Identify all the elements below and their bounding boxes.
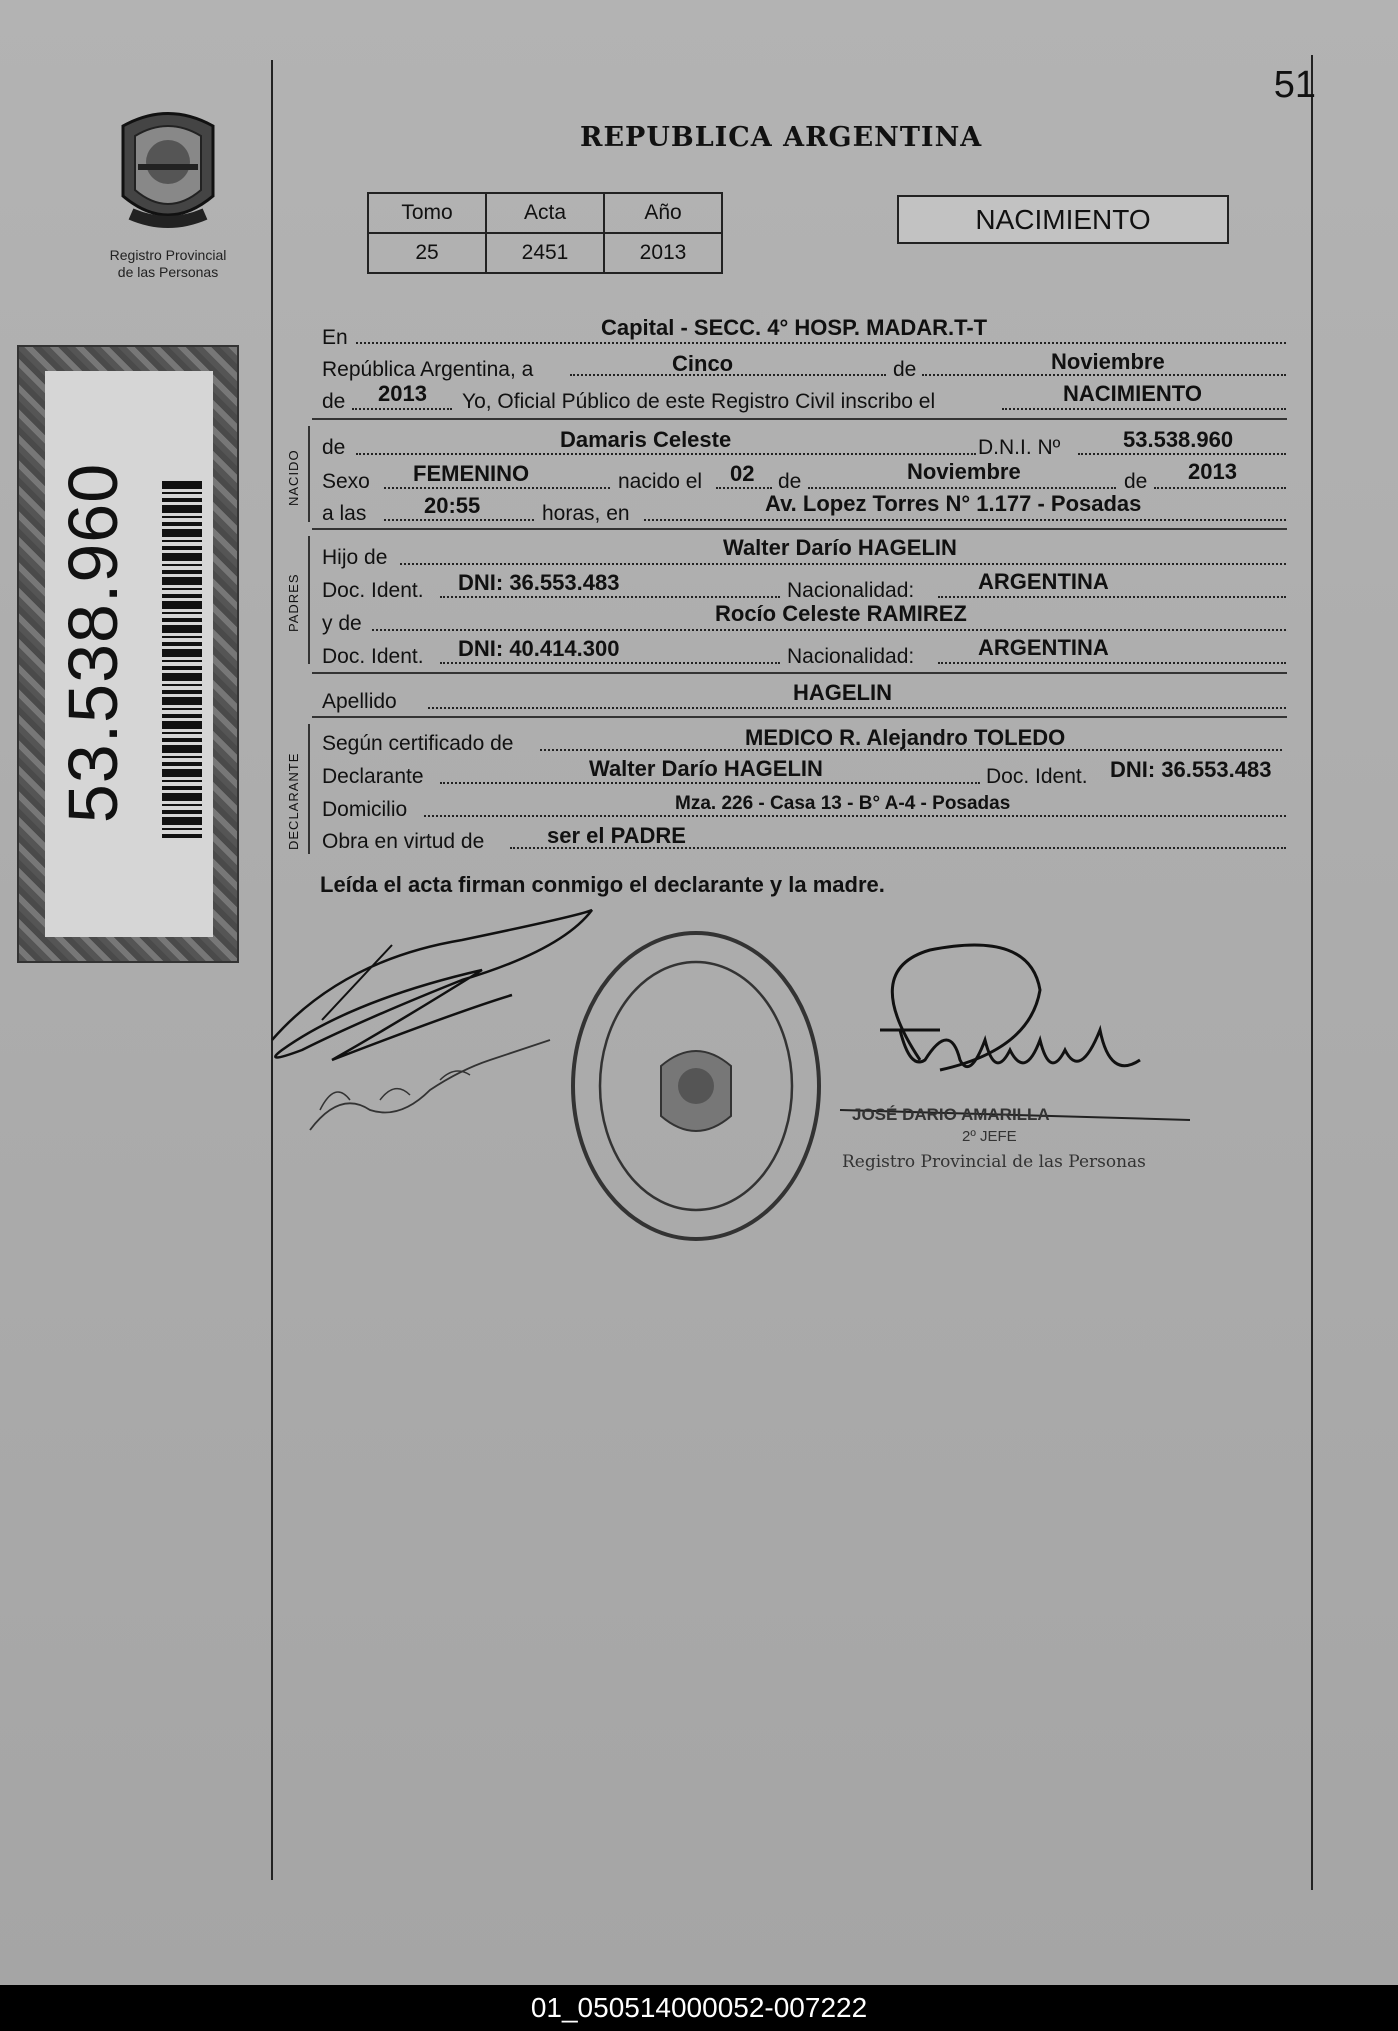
- value-apellido: HAGELIN: [793, 680, 892, 705]
- section-nacido-label: NACIDO: [286, 449, 301, 506]
- value-dia-registro: Cinco: [672, 351, 734, 376]
- label-sexo: Sexo: [322, 470, 370, 493]
- official-role: 2º JEFE: [962, 1128, 1017, 1145]
- misiones-shield-icon: [113, 106, 223, 238]
- label-declarante: Declarante: [322, 765, 424, 788]
- official-stamp: [566, 926, 826, 1246]
- label-doc-ident-padre: Doc. Ident.: [322, 579, 424, 602]
- label-nacionalidad-padre: Nacionalidad:: [787, 579, 915, 602]
- label-obra: Obra en virtud de: [322, 830, 485, 853]
- value-dni: 53.538.960: [1123, 427, 1234, 452]
- label-segun: Según certificado de: [322, 732, 514, 755]
- right-margin-line: [1311, 55, 1313, 1890]
- official-name: JOSÉ DARIO AMARILLA: [852, 1105, 1050, 1124]
- value-certificado: MEDICO R. Alejandro TOLEDO: [745, 725, 1066, 750]
- closing-statement: Leída el acta firman conmigo el declarante y la madre.: [320, 872, 885, 897]
- value-mes-registro: Noviembre: [1051, 349, 1165, 374]
- label-republica: República Argentina, a: [322, 358, 534, 381]
- official-office: Registro Provincial de las Personas: [842, 1152, 1146, 1172]
- value-padre-doc: DNI: 36.553.483: [458, 570, 620, 595]
- label-domicilio: Domicilio: [322, 798, 408, 821]
- label-de-mes-nac: de: [778, 470, 802, 493]
- value-madre-doc: DNI: 40.414.300: [458, 636, 620, 661]
- ref-value-anio: 2013: [604, 233, 722, 273]
- barcode: [162, 481, 202, 841]
- line-fecha-registro: [322, 358, 533, 386]
- line-lugar: [322, 326, 348, 354]
- ref-header-anio: Año: [604, 193, 722, 233]
- section-declarante-label: DECLARANTE: [286, 752, 301, 850]
- label-apellido: Apellido: [322, 690, 397, 713]
- label-horas: horas, en: [542, 502, 630, 525]
- value-padre: Walter Darío HAGELIN: [723, 535, 957, 560]
- label-de-nombre: de: [322, 436, 346, 459]
- value-lugar: Capital - SECC. 4° HOSP. MADAR.T-T: [601, 315, 988, 340]
- value-nombre: Damaris Celeste: [560, 427, 732, 452]
- ref-value-acta: 2451: [486, 233, 604, 273]
- official-signature: [800, 930, 1200, 1130]
- dni-number-vertical: 53.538.960: [54, 462, 132, 824]
- page-number: 51: [1273, 64, 1316, 106]
- value-dia-nac: 02: [730, 461, 755, 486]
- label-y-de: y de: [322, 612, 362, 635]
- label-doc-ident-madre: Doc. Ident.: [322, 645, 424, 668]
- label-en: En: [322, 326, 348, 349]
- record-type-box: NACIMIENTO: [897, 195, 1229, 244]
- label-doc-ident-declarante: Doc. Ident.: [986, 765, 1088, 788]
- value-hora: 20:55: [424, 493, 481, 518]
- ref-value-tomo: 25: [368, 233, 486, 273]
- value-madre-nac: ARGENTINA: [978, 635, 1109, 660]
- value-madre: Rocío Celeste RAMIREZ: [715, 601, 967, 626]
- dni-barcode-card: [17, 345, 239, 963]
- label-nacido: nacido el: [618, 470, 703, 493]
- value-domicilio: Mza. 226 - Casa 13 - B° A-4 - Posadas: [675, 793, 1011, 814]
- document-title: REPUBLICA ARGENTINA: [580, 122, 983, 153]
- value-acto: NACIMIENTO: [1063, 381, 1202, 406]
- value-anio-nac: 2013: [1188, 459, 1237, 484]
- value-en-virtud: ser el PADRE: [547, 823, 686, 848]
- value-sexo: FEMENINO: [413, 461, 530, 486]
- value-mes-nac: Noviembre: [907, 459, 1021, 484]
- value-lugar-nac: Av. Lopez Torres N° 1.177 - Posadas: [765, 491, 1142, 516]
- label-de-anio-nac: de: [1124, 470, 1148, 493]
- mother-signature: [300, 1010, 560, 1150]
- value-padre-nac: ARGENTINA: [978, 569, 1109, 594]
- label-de-anio: de: [322, 390, 346, 413]
- label-nacionalidad-madre: Nacionalidad:: [787, 645, 915, 668]
- ref-header-tomo: Tomo: [368, 193, 486, 233]
- section-padres-label: PADRES: [286, 573, 301, 632]
- value-declarante: Walter Darío HAGELIN: [589, 756, 823, 781]
- registry-caption: Registro Provincial de las Personas: [109, 247, 227, 280]
- label-de-mes: de: [893, 358, 917, 381]
- label-hijo-de: Hijo de: [322, 546, 388, 569]
- reference-table: [367, 192, 723, 274]
- label-dni: D.N.I. Nº: [978, 436, 1061, 459]
- registry-logo: [102, 106, 234, 281]
- label-a-las: a las: [322, 502, 367, 525]
- value-declarante-doc: DNI: 36.553.483: [1110, 757, 1272, 782]
- scan-footer-code: 01_050514000052-007222: [0, 1985, 1398, 2031]
- ref-header-acta: Acta: [486, 193, 604, 233]
- label-oficial: Yo, Oficial Público de este Registro Civil inscribo el: [462, 390, 936, 413]
- value-anio-registro: 2013: [378, 381, 427, 406]
